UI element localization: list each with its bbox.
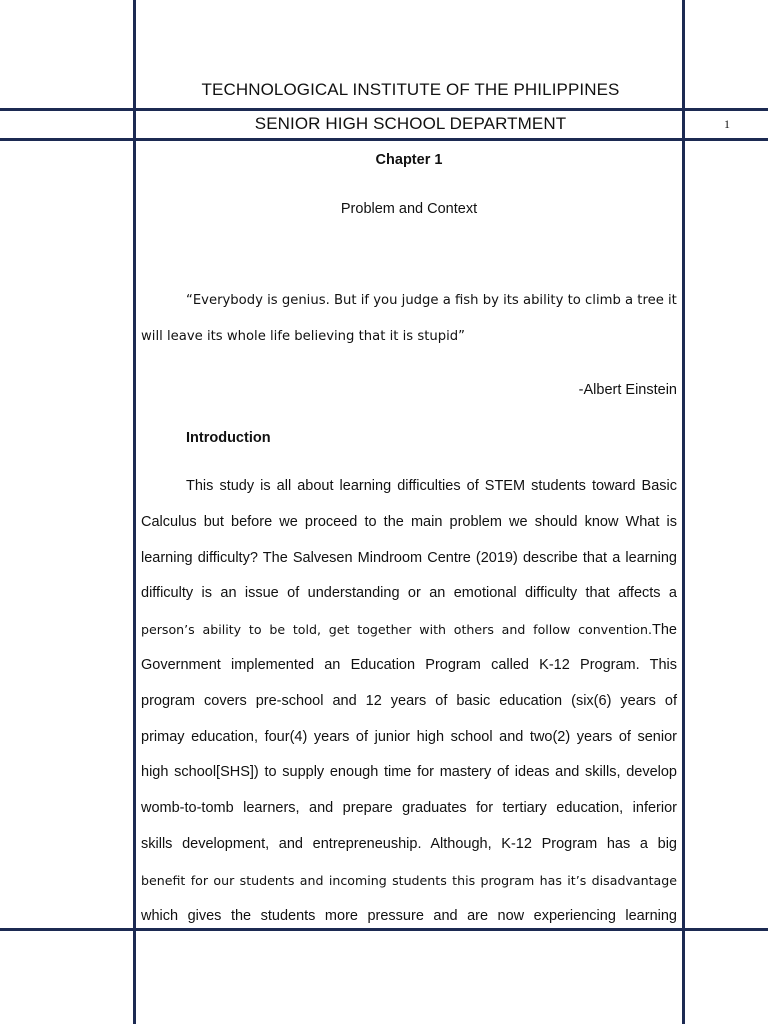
body-line: program covers pre-school and 12 years of basic education (six(6) years of: [141, 692, 677, 709]
left-margin-line: [133, 0, 136, 1024]
body-line: benefit for our students and incoming students this program has it’s disadvantage: [141, 872, 677, 888]
body-line: womb-to-tomb learners, and prepare graduates for tertiary education, inferior: [141, 800, 677, 817]
section-heading: Introduction: [186, 430, 271, 446]
body-line: This study is all about learning difficulties of STEM students toward Basic: [186, 478, 677, 494]
chapter-title: Problem and Context: [340, 201, 478, 217]
body-line: skills development, and entrepreneuship. Although, K-12 Program has a big: [141, 835, 677, 852]
body-line: difficulty is an issue of understanding or an emotional difficulty that affects a: [141, 585, 677, 602]
page-number: 1: [724, 117, 730, 131]
epigraph-quote: “Everybody is genius. But if you judge a fish by its ability to climb a tree it will leave its whole life believing that it is stupid”: [141, 293, 677, 344]
header-top-line: [0, 108, 768, 111]
institution-name: TECHNOLOGICAL INSTITUTE OF THE PHILIPPINES: [201, 80, 620, 99]
epigraph-attribution: -Albert Einstein: [578, 382, 677, 398]
body-line: which gives the students more pressure and are now experiencing learning: [141, 907, 677, 924]
body-line: [141, 612, 677, 648]
body-line: Government implemented an Education Program called K-12 Program. This: [141, 656, 677, 673]
body-line: high school[SHS]) to supply enough time for mastery of ideas and skills, develop: [141, 764, 677, 781]
body-fragment: The: [652, 622, 677, 639]
body-fragment: person’s ability to be told, get together with others and follow convention.: [141, 622, 652, 638]
introduction-body: [141, 469, 677, 934]
right-margin-line: [682, 0, 685, 1024]
header-bottom-line: [0, 138, 768, 141]
chapter-label: Chapter 1: [375, 152, 443, 168]
body-line: primay education, four(4) years of junior high school and two(2) years of senior: [141, 728, 677, 745]
department-name: SENIOR HIGH SCHOOL DEPARTMENT: [254, 114, 567, 133]
body-line: learning difficulty? The Salvesen Mindroom Centre (2019) describe that a learning: [141, 549, 677, 566]
body-line: Calculus but before we proceed to the main problem we should know What is: [141, 513, 677, 530]
